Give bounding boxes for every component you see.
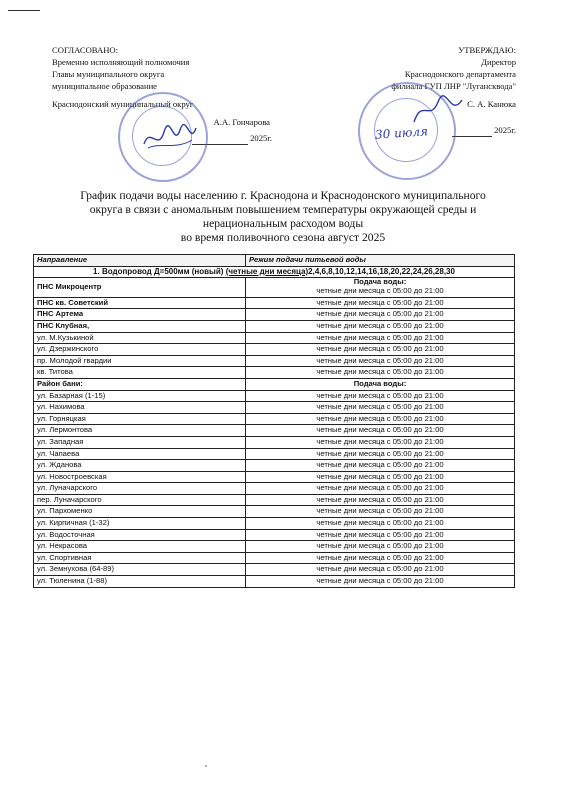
approval-right-heading: УТВЕРЖДАЮ: bbox=[458, 45, 516, 55]
table-row bbox=[34, 529, 515, 541]
schedule-cell bbox=[246, 278, 515, 298]
schedule-cell bbox=[246, 483, 515, 495]
table-row bbox=[34, 367, 515, 379]
schedule-cell bbox=[246, 576, 515, 588]
water-schedule-table bbox=[33, 254, 515, 588]
title-line2: округа в связи с аномальным повышением температуры окружающей среды и bbox=[89, 203, 477, 216]
schedule-cell bbox=[246, 436, 515, 448]
supply-heading: Подача воды: bbox=[353, 379, 407, 389]
schedule-text: четные дни месяца с 05:00 до 21:00 bbox=[316, 506, 444, 516]
location-cell: ул. Спортивная bbox=[34, 552, 246, 564]
table-row bbox=[34, 332, 515, 344]
schedule-cell bbox=[246, 518, 515, 530]
location-cell: ул. Жданова bbox=[34, 460, 246, 472]
schedule-text: четные дни месяца с 05:00 до 21:00 bbox=[316, 494, 444, 504]
schedule-text: четные дни месяца с 05:00 до 21:00 bbox=[316, 541, 444, 551]
schedule-text: четные дни месяца с 05:00 до 21:00 bbox=[316, 529, 444, 539]
schedule-cell bbox=[246, 378, 515, 390]
table-row bbox=[34, 309, 515, 321]
top-left-rule bbox=[8, 10, 40, 11]
location-cell: ПНС кв. Советский bbox=[34, 297, 246, 309]
schedule-cell bbox=[246, 494, 515, 506]
schedule-cell bbox=[246, 448, 515, 460]
location-cell: пр. Молодой гвардии bbox=[34, 355, 246, 367]
title-line4: во время поливочного сезона август 2025 bbox=[180, 231, 386, 244]
district-label: Район бани: bbox=[34, 378, 246, 390]
schedule-text: четные дни месяца с 05:00 до 21:00 bbox=[316, 286, 444, 296]
location-cell: кв. Титова bbox=[34, 367, 246, 379]
schedule-cell bbox=[246, 471, 515, 483]
schedule-text: четные дни месяца с 05:00 до 21:00 bbox=[316, 460, 444, 470]
location-cell: ул. Нахимова bbox=[34, 402, 246, 414]
location-cell: ПНС Микроцентр bbox=[34, 278, 246, 298]
schedule-text: четные дни месяца с 05:00 до 21:00 bbox=[316, 448, 444, 458]
approval-left-signer: А.А. Гончарова bbox=[213, 117, 270, 127]
approval-left-line2: Главы муниципального округа bbox=[52, 69, 165, 79]
location-cell: ул. Западная bbox=[34, 436, 246, 448]
location-cell: ул. М.Кузькиной bbox=[34, 332, 246, 344]
schedule-cell bbox=[246, 332, 515, 344]
schedule-text: четные дни месяца с 05:00 до 21:00 bbox=[316, 518, 444, 528]
table-row bbox=[34, 483, 515, 495]
schedule-cell bbox=[246, 355, 515, 367]
schedule-text: четные дни месяца с 05:00 до 21:00 bbox=[316, 367, 444, 377]
table-row bbox=[34, 518, 515, 530]
schedule-cell bbox=[246, 541, 515, 553]
table-row bbox=[34, 436, 515, 448]
schedule-cell bbox=[246, 297, 515, 309]
table-row bbox=[34, 390, 515, 402]
scan-speck bbox=[205, 765, 207, 767]
location-cell: ул. Тюленина (1-88) bbox=[34, 576, 246, 588]
pipeline-days: 2,4,6,8,10,12,14,16,18,20,22,24,26,28,30 bbox=[308, 266, 455, 276]
table-row bbox=[34, 413, 515, 425]
location-cell: пер. Луначарского bbox=[34, 494, 246, 506]
table-row bbox=[34, 402, 515, 414]
pipeline-even-days-label: (четные дни месяца) bbox=[225, 266, 309, 276]
location-cell: ПНС Артема bbox=[34, 309, 246, 321]
approval-right-year: 2025г. bbox=[494, 125, 516, 135]
schedule-cell bbox=[246, 390, 515, 402]
table-row bbox=[34, 278, 515, 298]
table-row bbox=[34, 320, 515, 332]
approval-left-line4: Краснодонский муниципальный округ bbox=[52, 99, 194, 109]
schedule-text: четные дни месяца с 05:00 до 21:00 bbox=[316, 552, 444, 562]
approval-right-line2: Краснодонского департамента bbox=[404, 69, 516, 79]
table-row bbox=[34, 552, 515, 564]
schedule-text: четные дни месяца с 05:00 до 21:00 bbox=[316, 402, 444, 412]
schedule-text: четные дни месяца с 05:00 до 21:00 bbox=[316, 413, 444, 423]
table-header-row bbox=[34, 255, 515, 267]
schedule-text: четные дни месяца с 05:00 до 21:00 bbox=[316, 564, 444, 574]
location-cell: ул. Базарная (1-15) bbox=[34, 390, 246, 402]
location-cell: ул. Некрасова bbox=[34, 541, 246, 553]
signature-left bbox=[140, 118, 200, 158]
approval-left-line3: муниципальное образование bbox=[52, 81, 157, 91]
approval-right-signer: С. А. Канюка bbox=[467, 99, 516, 109]
schedule-text: четные дни месяца с 05:00 до 21:00 bbox=[316, 332, 444, 342]
schedule-cell bbox=[246, 413, 515, 425]
schedule-cell bbox=[246, 552, 515, 564]
location-cell: ул. Чапаева bbox=[34, 448, 246, 460]
table-row bbox=[34, 564, 515, 576]
header-direction: Направление bbox=[34, 255, 246, 267]
schedule-cell bbox=[246, 506, 515, 518]
schedule-text: четные дни месяца с 05:00 до 21:00 bbox=[316, 390, 444, 400]
title-line3: нерациональным расходом воды bbox=[202, 217, 364, 230]
approval-right-line1: Директор bbox=[481, 57, 516, 67]
schedule-text: четные дни месяца с 05:00 до 21:00 bbox=[316, 425, 444, 435]
schedule-text: четные дни месяца с 05:00 до 21:00 bbox=[316, 309, 444, 319]
header-supply-mode: Режим подачи питьевой воды bbox=[246, 255, 515, 267]
approval-left-year: 2025г. bbox=[250, 133, 272, 143]
schedule-cell bbox=[246, 564, 515, 576]
location-cell: ул. Дзержинского bbox=[34, 344, 246, 356]
schedule-cell bbox=[246, 344, 515, 356]
schedule-cell bbox=[246, 320, 515, 332]
location-cell: ул. Земнухова (64-89) bbox=[34, 564, 246, 576]
table-row bbox=[34, 460, 515, 472]
schedule-text: четные дни месяца с 05:00 до 21:00 bbox=[316, 320, 444, 330]
pipeline-row bbox=[34, 266, 515, 278]
table-row bbox=[34, 425, 515, 437]
location-cell: ул. Кирпичная (1-32) bbox=[34, 518, 246, 530]
schedule-text: четные дни месяца с 05:00 до 21:00 bbox=[316, 344, 444, 354]
location-cell: ул. Горняцкая bbox=[34, 413, 246, 425]
location-cell: ул. Новостроевская bbox=[34, 471, 246, 483]
table-row bbox=[34, 576, 515, 588]
table-row bbox=[34, 494, 515, 506]
schedule-cell bbox=[246, 367, 515, 379]
location-cell: ул. Луначарского bbox=[34, 483, 246, 495]
table-row bbox=[34, 448, 515, 460]
title-line1: График подачи воды населению г. Краснодона и Краснодонского муниципального bbox=[80, 189, 486, 202]
schedule-text: четные дни месяца с 05:00 до 21:00 bbox=[316, 297, 444, 307]
approval-right-line3: филиала ГУП ЛНР "Лугансквода" bbox=[391, 81, 516, 91]
table-row bbox=[34, 344, 515, 356]
document-title bbox=[40, 189, 526, 245]
schedule-text: четные дни месяца с 05:00 до 21:00 bbox=[316, 483, 444, 493]
table-row bbox=[34, 541, 515, 553]
location-cell: ул. Пархоменко bbox=[34, 506, 246, 518]
location-cell: ПНС Клубная, bbox=[34, 320, 246, 332]
table-row bbox=[34, 297, 515, 309]
table-row bbox=[34, 471, 515, 483]
table-row bbox=[34, 506, 515, 518]
district-row bbox=[34, 378, 515, 390]
schedule-cell bbox=[246, 460, 515, 472]
schedule-text: четные дни месяца с 05:00 до 21:00 bbox=[316, 355, 444, 365]
schedule-cell bbox=[246, 529, 515, 541]
approval-left-line1: Временно исполняющий полномочия bbox=[52, 57, 190, 67]
supply-heading: Подача воды: bbox=[353, 277, 407, 287]
pipeline-prefix: 1. Водопровод Д=500мм (новый) bbox=[93, 266, 226, 276]
schedule-text: четные дни месяца с 05:00 до 21:00 bbox=[316, 471, 444, 481]
pipeline-cell bbox=[34, 266, 515, 278]
schedule-cell bbox=[246, 402, 515, 414]
schedule-text: четные дни месяца с 05:00 до 21:00 bbox=[316, 576, 444, 586]
schedule-text: четные дни месяца с 05:00 до 21:00 bbox=[316, 436, 444, 446]
schedule-cell bbox=[246, 309, 515, 321]
schedule-cell bbox=[246, 425, 515, 437]
handwritten-date: 30 июля bbox=[374, 124, 429, 142]
location-cell: ул. Лермонтова bbox=[34, 425, 246, 437]
table-row bbox=[34, 355, 515, 367]
approval-left-heading: СОГЛАСОВАНО: bbox=[52, 45, 119, 55]
location-cell: ул. Водосточная bbox=[34, 529, 246, 541]
